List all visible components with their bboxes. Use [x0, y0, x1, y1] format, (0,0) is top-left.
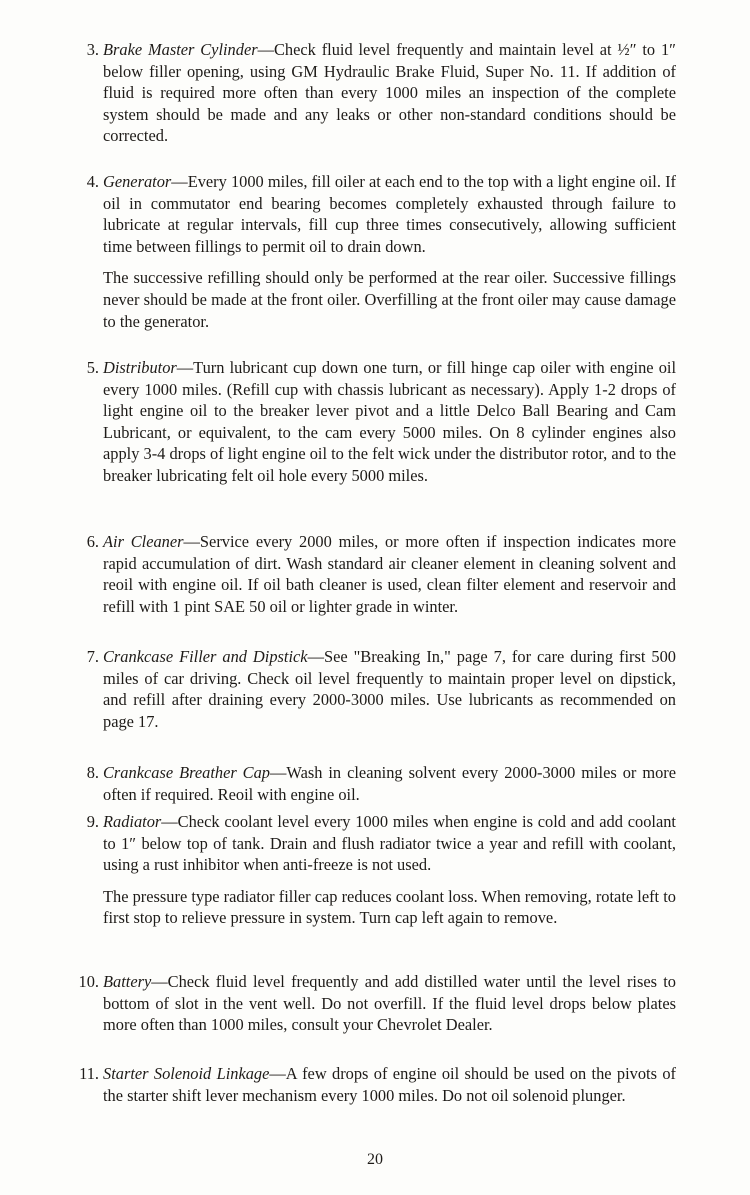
item-paragraph: The pressure type radiator filler cap reduces coolant loss. When removing, rotate left to first stop to relieve pressure in system. Turn cap left again to remove. — [103, 886, 676, 928]
item-title: Distributor — [103, 358, 177, 377]
item-generator — [86, 171, 676, 332]
item-title: Crankcase Breather Cap — [103, 763, 271, 782]
item-text: —Every 1000 miles, fill oiler at each end to the top with a light engine oil. If oil in commutator end bearing becomes completely exhausted through failure to lubricate at regular intervals, fill cup three times consecutively, allowing sufficient time between fillings to permit oil to drain down. — [103, 172, 676, 256]
item-title: Generator — [103, 172, 172, 191]
item-number: 3. — [86, 40, 99, 59]
item-title: Air Cleaner — [103, 532, 184, 551]
item-number: 8. — [86, 763, 99, 782]
item-battery — [78, 971, 676, 1036]
item-title: Radiator — [103, 812, 162, 831]
item-text: —Check fluid level frequently and add distilled water until the level rises to bottom of slot in the vent well. Do not overfill. If the fluid level drops below plates more often than 1000 miles, consult your Chevrolet Dealer. — [103, 972, 676, 1035]
item-text: —Turn lubricant cup down one turn, or fill hinge cap oiler with engine oil every 1000 miles. (Refill cup with chassis lubricant as necessary). Apply 1-2 drops of light engine oil to the breaker lever pivot and a little Delco Ball Bearing and Cam Lubricant, or equivalent, to the cam every 5000 miles. On 8 cylinder engines also apply 3-4 drops of light engine oil to the felt wick under the distributor rotor, and to the breaker lubricating felt oil hole every 5000 miles. — [103, 358, 676, 485]
item-number: 6. — [86, 532, 99, 551]
item-starter-solenoid-linkage — [79, 1063, 676, 1106]
item-text: —See "Breaking In," page 7, for care during first 500 miles of car driving. Check oil level frequently to maintain proper level on dipstick, and refill after draining every 2000-3000 miles. Use lubricants as recommended on page 17. — [103, 647, 676, 731]
item-text: —Service every 2000 miles, or more often if inspection indicates more rapid accumulation of dirt. Wash standard air cleaner element in cleaning solvent and reoil with engine oil. If oil bath cleaner is used, clean filter element and reservoir and refill with 1 pint SAE 50 oil or lighter grade in winter. — [103, 532, 676, 616]
item-number: 5. — [86, 358, 99, 377]
item-number: 11. — [79, 1064, 99, 1083]
item-title: Crankcase Filler and Dipstick — [103, 647, 308, 666]
item-radiator — [86, 811, 676, 929]
item-paragraph: The successive refilling should only be performed at the rear oiler. Successive fillings never should be made at the front oiler. Overfilling at the front oiler may cause damage to the generator. — [103, 268, 676, 331]
item-title: Brake Master Cylinder — [103, 40, 258, 59]
item-text: —Check fluid level frequently and maintain level at ½″ to 1″ below filler opening, using GM Hydraulic Brake Fluid, Super No. 11. If addition of fluid is required more often than every 1000 miles an inspection of the complete system should be made and any leaks or other non-standard conditions should be corrected. — [103, 40, 676, 146]
item-title: Starter Solenoid Linkage — [103, 1064, 270, 1083]
item-number: 9. — [86, 812, 99, 831]
item-number: 10. — [78, 972, 99, 991]
item-crankcase-breather-cap — [86, 762, 676, 805]
item-text: —A few drops of engine oil should be used on the pivots of the starter shift lever mechanism every 1000 miles. Do not oil solenoid plunger. — [103, 1064, 676, 1105]
item-air-cleaner — [86, 531, 676, 617]
item-title: Battery — [103, 972, 152, 991]
item-number: 7. — [86, 647, 99, 666]
item-brake-master-cylinder — [86, 39, 676, 147]
item-text: —Wash in cleaning solvent every 2000-3000 miles or more often if required. Reoil with engine oil. — [103, 763, 676, 804]
item-number: 4. — [86, 172, 99, 191]
item-distributor — [86, 357, 676, 487]
item-text: —Check coolant level every 1000 miles when engine is cold and add coolant to 1″ below top of tank. Drain and flush radiator twice a year and refill with coolant, using a rust inhibitor when anti-freeze is not used. — [103, 812, 676, 875]
page-number: 20 — [367, 1151, 383, 1168]
item-crankcase-filler — [86, 646, 676, 732]
